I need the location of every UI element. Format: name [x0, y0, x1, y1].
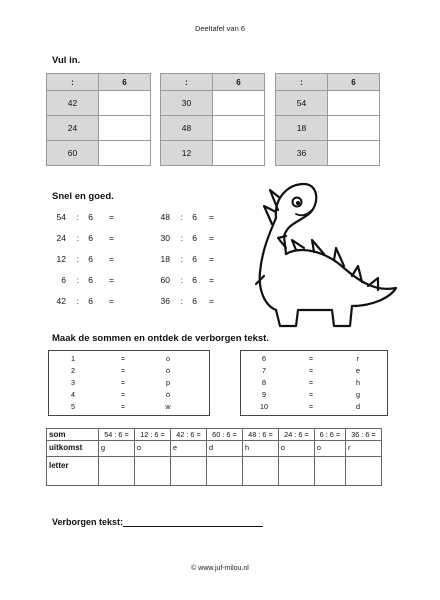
sum-cell: 36 : 6 = [345, 429, 381, 441]
key-row: 5 = w [71, 402, 171, 411]
header-op: : [47, 74, 99, 91]
fill-number: 54 [276, 91, 328, 116]
quick-sums-left [46, 211, 146, 311]
footer-credit: © www.juf-milou.nl [191, 565, 249, 572]
som-row [47, 429, 382, 441]
key-row: 9 = g [262, 390, 360, 399]
header-op: : [161, 74, 213, 91]
quick-heading: Snel en goed. [52, 191, 114, 202]
sum-cell: 60 : 6 = [206, 429, 242, 441]
page-title: Deeltafel van 6 [194, 24, 246, 33]
key-row: 8 = h [262, 378, 360, 387]
letter-row [47, 457, 382, 486]
answer-cell[interactable] [328, 141, 380, 166]
uitkomst-cell[interactable]: g [99, 441, 135, 457]
key-row: 1 = o [71, 354, 170, 363]
letter-cell[interactable] [242, 457, 278, 486]
key-box-left [48, 350, 210, 416]
fill-number: 12 [161, 141, 213, 166]
fill-table-2 [160, 73, 265, 166]
header-num: 6 [213, 74, 265, 91]
fill-number: 24 [47, 116, 99, 141]
row-label: letter [47, 457, 99, 486]
answer-cell[interactable] [328, 116, 380, 141]
quick-sum-row: 48 : 6 = [160, 212, 214, 222]
quick-sum-row: 36 : 6 = [160, 296, 214, 306]
fill-heading: Vul in. [52, 55, 81, 66]
letter-cell[interactable] [206, 457, 242, 486]
hidden-text-label: Verborgen tekst: [52, 517, 124, 527]
answer-cell[interactable] [99, 116, 151, 141]
uitkomst-cell[interactable]: r [345, 441, 381, 457]
answer-cell[interactable] [213, 116, 265, 141]
uitkomst-cell[interactable]: e [170, 441, 206, 457]
uitkomst-cell[interactable]: o [278, 441, 314, 457]
sum-cell: 42 : 6 = [170, 429, 206, 441]
answer-cell[interactable] [213, 91, 265, 116]
fill-number: 18 [276, 116, 328, 141]
answer-cell[interactable] [99, 141, 151, 166]
uitkomst-row [47, 441, 382, 457]
uitkomst-cell[interactable]: h [242, 441, 278, 457]
header-num: 6 [99, 74, 151, 91]
answer-cell[interactable] [328, 91, 380, 116]
letter-cell[interactable] [314, 457, 345, 486]
answer-cell[interactable] [213, 141, 265, 166]
quick-sum-row: 42 : 6 = [56, 296, 114, 306]
key-box-right [240, 350, 388, 416]
fill-number: 60 [47, 141, 99, 166]
dinosaur-illustration [240, 180, 410, 335]
quick-sums-right [150, 211, 250, 311]
sum-cell: 54 : 6 = [99, 429, 135, 441]
quick-sum-row: 18 : 6 = [160, 254, 214, 264]
uitkomst-cell[interactable]: d [206, 441, 242, 457]
fill-number: 42 [47, 91, 99, 116]
sum-cell: 6 : 6 = [314, 429, 345, 441]
row-label: som [47, 429, 99, 441]
sum-cell: 24 : 6 = [278, 429, 314, 441]
quick-sum-row: 60 : 6 = [160, 275, 214, 285]
code-heading: Maak de sommen en ontdek de verborgen tekst. [52, 333, 269, 344]
key-row: 10 = d [260, 402, 360, 411]
quick-sum-row: 12 : 6 = [56, 254, 114, 264]
quick-sum-row: 6 : 6 = [61, 275, 114, 285]
sum-cell: 48 : 6 = [242, 429, 278, 441]
quick-sum-row: 30 : 6 = [160, 233, 214, 243]
row-label: uitkomst [47, 441, 99, 457]
hidden-text-field[interactable] [123, 517, 263, 527]
letter-cell[interactable] [278, 457, 314, 486]
key-row: 7 = e [262, 366, 360, 375]
answer-grid [46, 428, 382, 486]
letter-cell[interactable] [134, 457, 170, 486]
quick-sum-row: 24 : 6 = [56, 233, 114, 243]
letter-cell[interactable] [345, 457, 381, 486]
key-row: 3 = p [71, 378, 170, 387]
key-row: 2 = o [71, 366, 170, 375]
sum-cell: 12 : 6 = [134, 429, 170, 441]
letter-cell[interactable] [170, 457, 206, 486]
letter-cell[interactable] [99, 457, 135, 486]
header-op: : [276, 74, 328, 91]
quick-sum-row: 54 : 6 = [56, 212, 114, 222]
fill-table-3 [275, 73, 380, 166]
answer-cell[interactable] [99, 91, 151, 116]
fill-number: 48 [161, 116, 213, 141]
fill-table-1 [46, 73, 151, 166]
key-row: 4 = o [71, 390, 170, 399]
key-row: 6 = r [262, 354, 360, 363]
fill-number: 30 [161, 91, 213, 116]
header-num: 6 [328, 74, 380, 91]
fill-number: 36 [276, 141, 328, 166]
uitkomst-cell[interactable]: o [314, 441, 345, 457]
uitkomst-cell[interactable]: o [134, 441, 170, 457]
